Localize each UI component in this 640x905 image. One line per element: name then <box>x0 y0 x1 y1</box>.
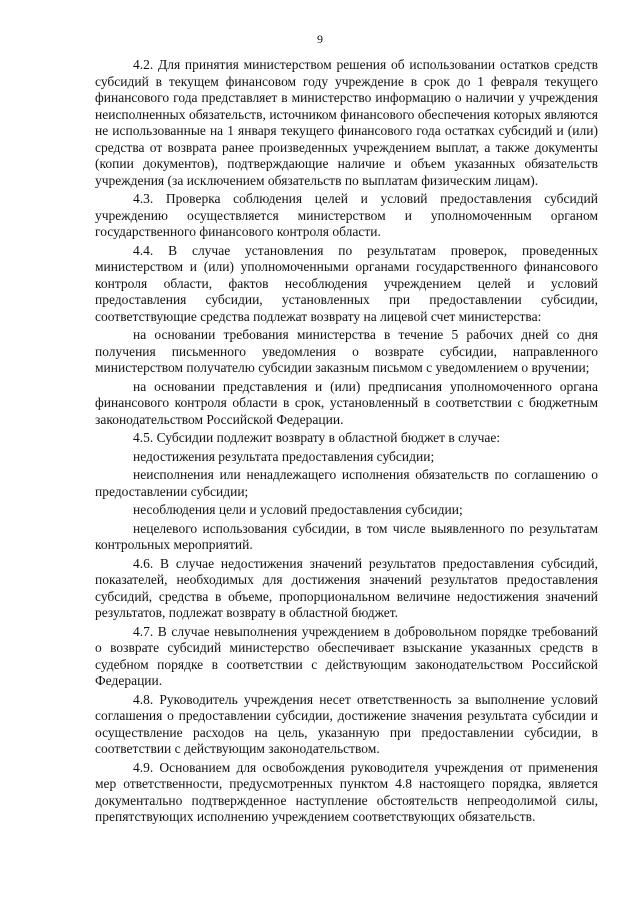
paragraph-4-4-item-1: на основании требования министерства в течение 5 рабочих дней со дня получения письменного уведомления о возврате субсидии, направленного министерством получателю субсидии заказным письмом с уведомлением о вручении; <box>95 327 598 375</box>
paragraph-4-5-item-3: несоблюдения цели и условий предоставления субсидии; <box>133 502 463 517</box>
paragraph-4-5-item-4: нецелевого использования субсидии, в том числе выявленного по результатам контрольных мероприятий. <box>95 520 598 552</box>
paragraph-4-8: 4.8. Руководитель учреждения несет ответственность за выполнение условий соглашения о предоставлении субсидии, достижение значения результата субсидии и осуществление расходов на цель, указанную при предоставлении субсидии, в соответствии с действующим законодательством. <box>95 691 598 756</box>
paragraph-4-3: 4.3. Проверка соблюдения целей и условий предоставления субсидий учреждению осуществляется министерством и уполномоченным органом государственного финансового контроля области. <box>95 191 598 239</box>
paragraph-4-2: 4.2. Для принятия министерством решения об использовании остатков средств субсидий в текущем финансовом году учреждение в срок до 1 февраля текущего финансового года представляет в министерство информацию о наличии у учреждения неисполненных обязательств, источником финансового обеспечения которых являются не использованные на 1 января текущего финансового года остатках субсидий и (или) средства от возврата ранее произведенных учреждением выплат, а также документы (копии документов), подтверждающие наличие и объем указанных обязательств учреждения (за исключением обязательств по выплатам физическим лицам). <box>95 57 598 188</box>
page-number: 9 <box>317 32 323 46</box>
paragraph-4-4-item-2: на основании представления и (или) предписания уполномоченного органа финансового контроля области в срок, установленный в соответствии с бюджетным законодательством Российской Федерации. <box>95 378 598 427</box>
document-body <box>95 57 598 826</box>
paragraph-4-5-item-2: неисполнения или ненадлежащего исполнения обязательств по соглашению о предоставлении субсидии; <box>95 467 598 499</box>
paragraph-4-7: 4.7. В случае невыполнения учреждением в добровольном порядке требований о возврате субсидий министерство обеспечивает взыскание указанных средств в судебном порядке в соответствии с действующим законодательством Российской Федерации. <box>95 623 598 688</box>
paragraph-4-5-item-1: недостижения результата предоставления субсидии; <box>133 448 435 464</box>
paragraph-4-9: 4.9. Основанием для освобождения руководителя учреждения от применения мер ответственности, предусмотренных пунктом 4.8 настоящего порядка, является документально подтвержденное наступление обстоятельств непреодолимой силы, препятствующих исполнению учреждением соответствующих обязательств. <box>95 759 598 824</box>
paragraph-4-6: 4.6. В случае недостижения значений результатов предоставления субсидий, показателей, необходимых для достижения значений результатов предоставления субсидий, средства в объеме, пропорциональном величине недостижения значений результатов, подлежат возврату в областной бюджет. <box>95 555 598 620</box>
paragraph-4-5: 4.5. Субсидии подлежит возврату в областной бюджет в случае: <box>133 430 501 445</box>
paragraph-4-4: 4.4. В случае установления по результатам проверок, проведенных министерством и (или) уполномоченными органами государственного финансового контроля области, фактов несоблюдения учреждением целей и условий предоставления субсидии, установленных при предоставлении субсидии, соответствующие средства подлежат возврату на лицевой счет министерства: <box>95 242 598 324</box>
